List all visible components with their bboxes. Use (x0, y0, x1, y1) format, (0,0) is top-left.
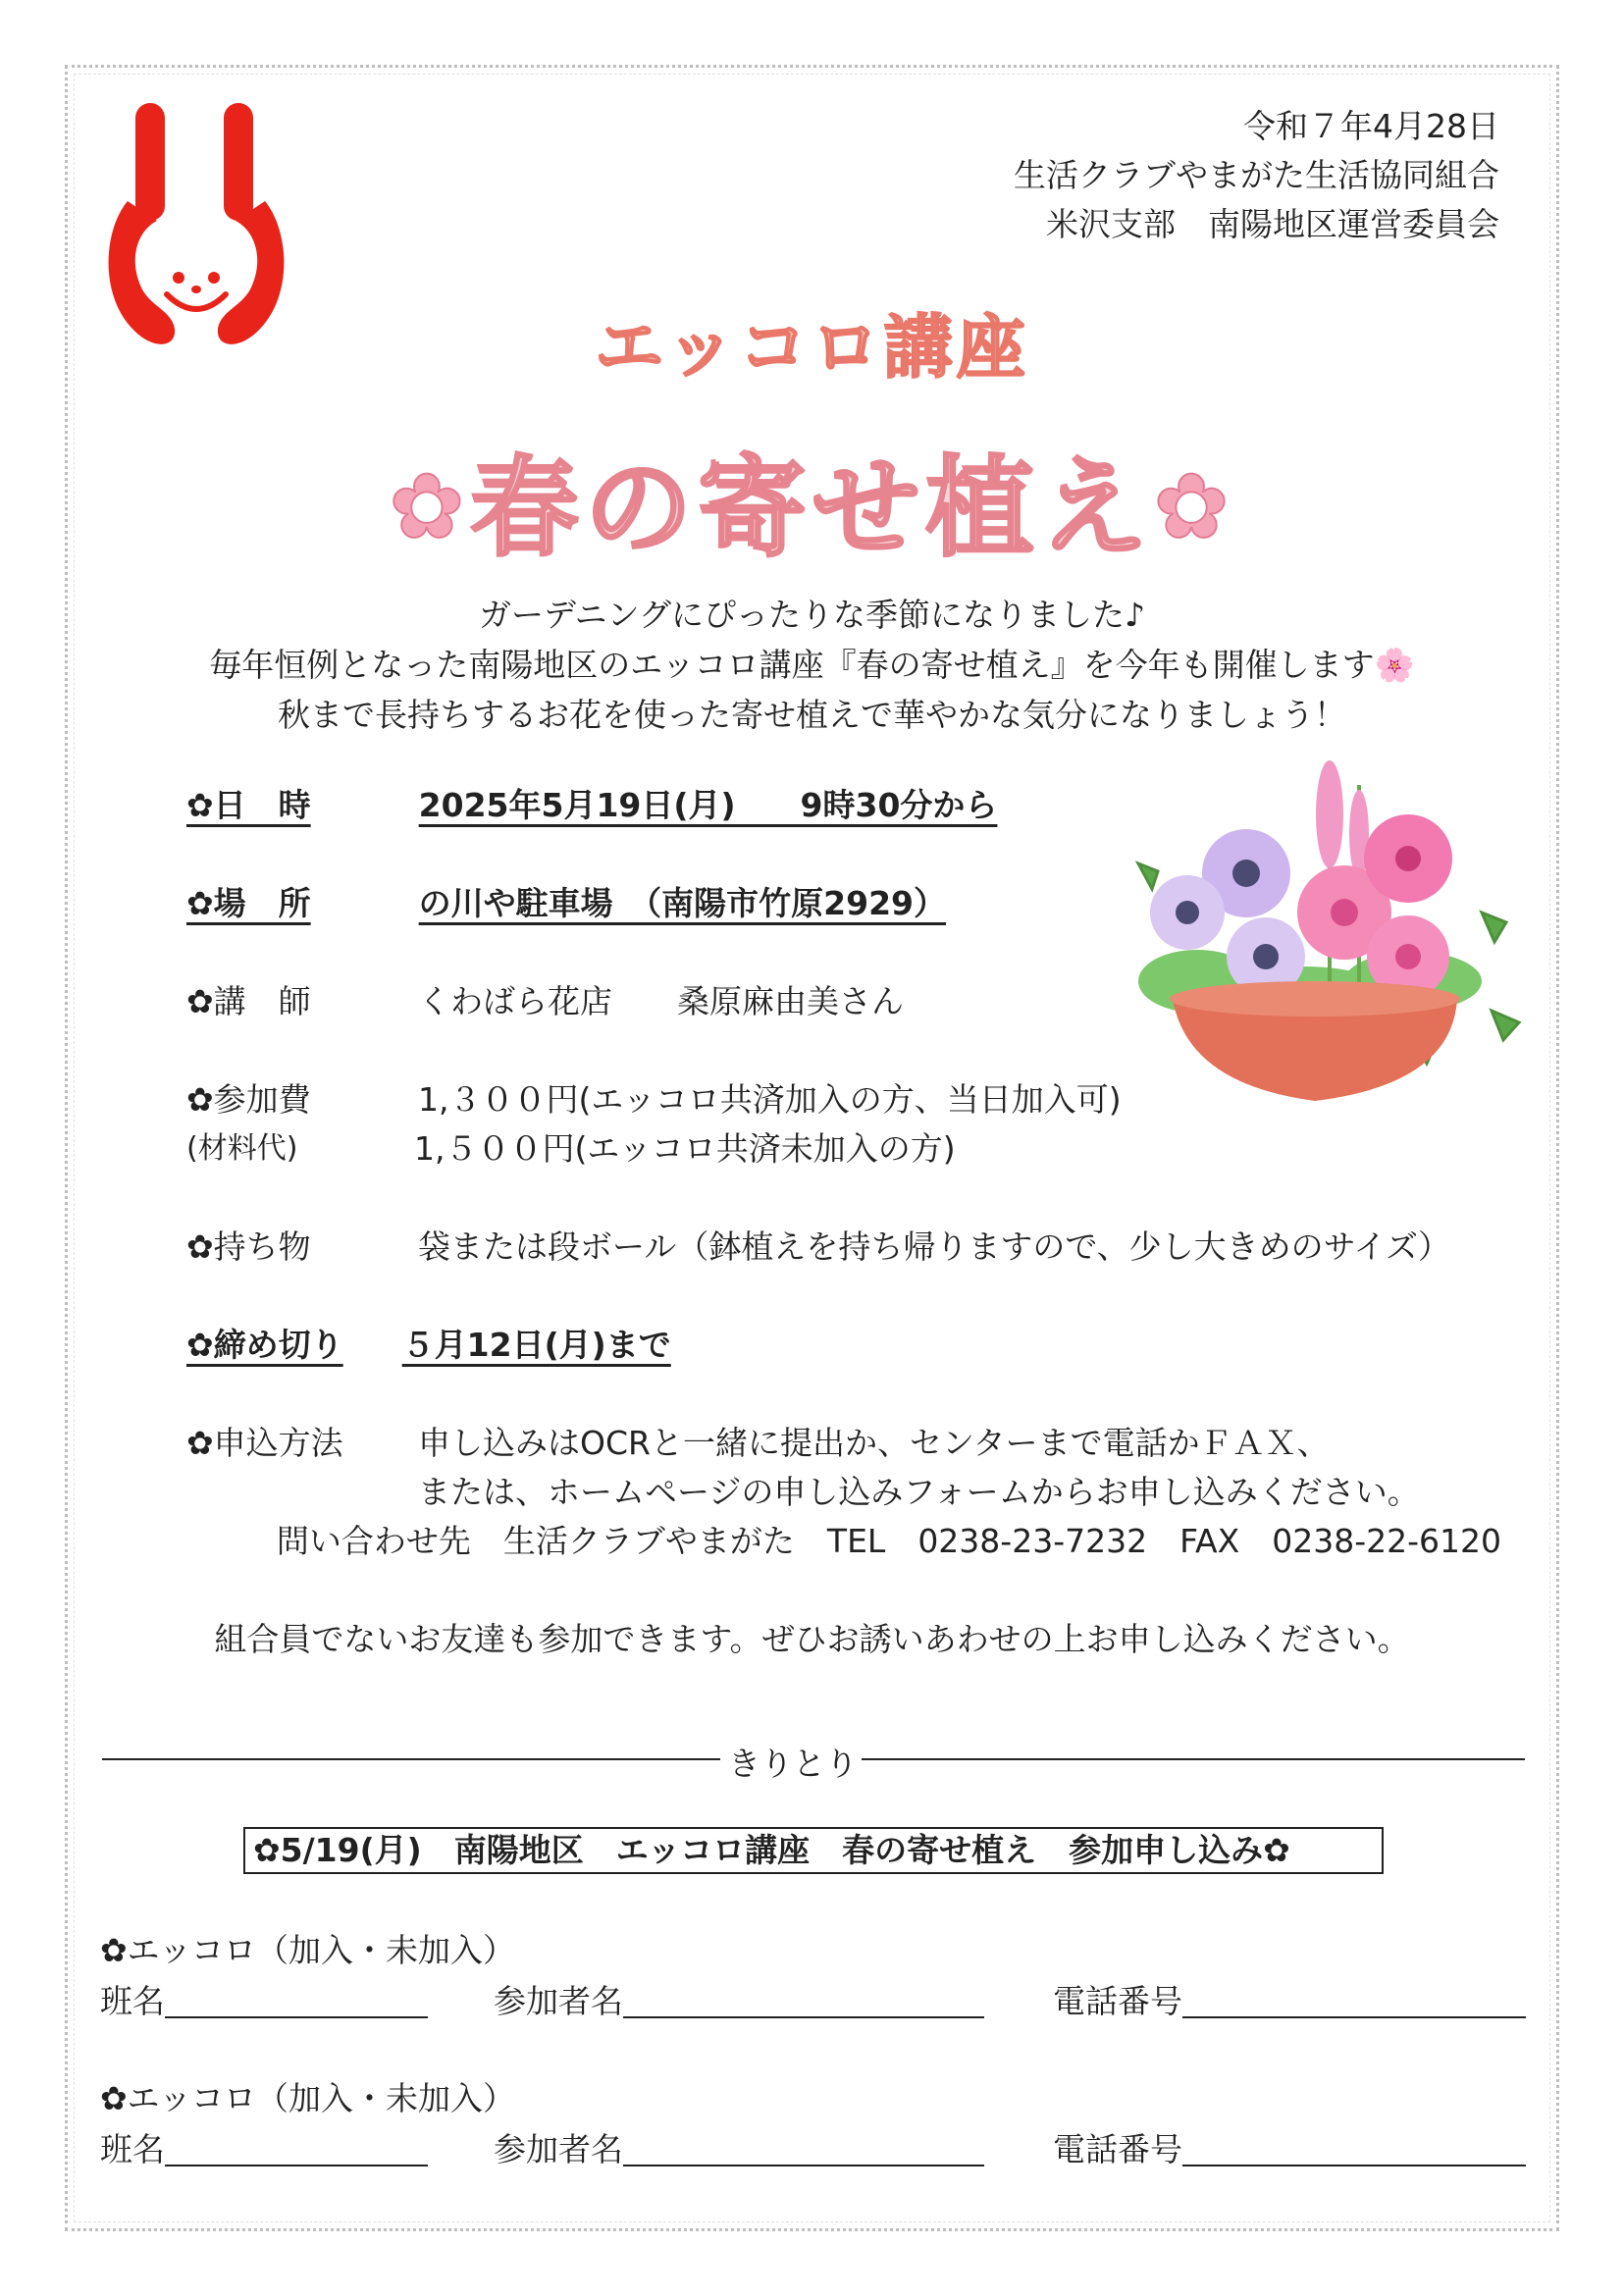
place-value: の川や駐車場 （南陽市竹原2929） (418, 884, 947, 922)
form-row-2 (100, 2124, 428, 2170)
contact-line: 問い合わせ先 生活クラブやまがた TEL 0238-23-7232 FAX 0238-22-6120 (276, 1522, 1501, 1560)
intro-line: 毎年恒例となった南陽地区のエッコロ講座『春の寄せ植え』を今年も開催します🌸 (209, 646, 1415, 684)
place-label: ✿場 所 (186, 884, 311, 922)
fee-value-nonmember: 1,５００円(エッコロ共済未加入の方) (414, 1129, 956, 1168)
note-text: 組合員でないお友達も参加できます。ぜひお誘いあわせの上お申し込みください。 (214, 1620, 1410, 1658)
form-title: ✿5/19(月) 南陽地区 エッコロ講座 春の寄せ植え 参加申し込み✿ (243, 1827, 1384, 1874)
branch-name: 米沢支部 南陽地区運営委員会 (1046, 205, 1499, 243)
participant-field[interactable] (623, 1985, 984, 2018)
apply-value-2: または、ホームページの申し込みフォームからお申し込みください。 (418, 1473, 1420, 1511)
form-row-1-name (494, 1976, 984, 2022)
datetime-value: 2025年5月19日(月) 9時30分から (418, 786, 998, 824)
participant-label: 参加者名 (494, 1982, 623, 2020)
phone-label: 電話番号 (1053, 1982, 1182, 2020)
main-title-text: 春の寄せ植え (470, 445, 1154, 571)
form-row-1 (100, 1976, 428, 2022)
ekkoro-status-2: ✿エッコロ（加入・未加入） (100, 2079, 515, 2117)
organization-name: 生活クラブやまがた生活協同組合 (1014, 156, 1499, 194)
form-row-1-phone (1053, 1976, 1526, 2022)
apply-value-1: 申し込みはOCRと一緒に提出か、センターまで電話かＦＡＸ、 (418, 1424, 1330, 1462)
intro-line: 秋まで長持ちするお花を使った寄せ植えで華やかな気分になりましょう！ (278, 696, 1346, 734)
cut-line (102, 1739, 1525, 1783)
intro-text (0, 590, 1624, 740)
phone-field[interactable] (1182, 1985, 1526, 2018)
apply-label: ✿申込方法 (186, 1424, 343, 1462)
ekkoro-status-1: ✿エッコロ（加入・未加入） (100, 1931, 515, 1969)
fee-sublabel: (材料代) (186, 1131, 298, 1166)
group-field[interactable] (165, 1985, 428, 2018)
flower-icon: ✿ (1153, 454, 1235, 559)
deadline-value: ５月12日(月)まで (401, 1326, 671, 1364)
issue-date: 令和７年4月28日 (1243, 107, 1499, 145)
form-row-2-phone (1053, 2124, 1526, 2170)
intro-line: ガーデニングにぴったりな季節になりました♪ (478, 596, 1146, 634)
cut-line-right (858, 1758, 1525, 1760)
group-label: 班名 (100, 1982, 165, 2020)
group-field[interactable] (165, 2133, 428, 2166)
group-label: 班名 (100, 2130, 165, 2168)
place-row (186, 878, 946, 924)
header-block (1014, 102, 1499, 249)
cut-line-left (102, 1758, 720, 1760)
deadline-label: ✿締め切り (186, 1326, 343, 1364)
main-title (0, 422, 1624, 577)
datetime-row (186, 780, 997, 826)
form-row-2-name (494, 2124, 984, 2170)
teacher-value: くわばら花店 桑原麻由美さん (418, 982, 904, 1020)
phone-field[interactable] (1182, 2133, 1526, 2166)
cut-label: きりとり (724, 1739, 862, 1785)
deadline-row (186, 1320, 671, 1366)
items-label: ✿持ち物 (186, 1227, 311, 1266)
flower-pot-illustration-icon (1119, 746, 1531, 1128)
items-value: 袋または段ボール（鉢植えを持ち帰りますので、少し大きめのサイズ） (418, 1227, 1451, 1266)
phone-label: 電話番号 (1053, 2130, 1182, 2168)
participant-label: 参加者名 (494, 2130, 623, 2168)
datetime-label: ✿日 時 (186, 786, 311, 824)
course-title: エッコロ講座 (595, 307, 1029, 388)
fee-label: ✿参加費 (186, 1080, 311, 1119)
teacher-label: ✿講 師 (186, 982, 311, 1020)
fee-value-member: 1,３００円(エッコロ共済加入の方、当日加入可) (418, 1080, 1122, 1119)
participant-field[interactable] (623, 2133, 984, 2166)
flower-icon: ✿ (389, 454, 471, 559)
